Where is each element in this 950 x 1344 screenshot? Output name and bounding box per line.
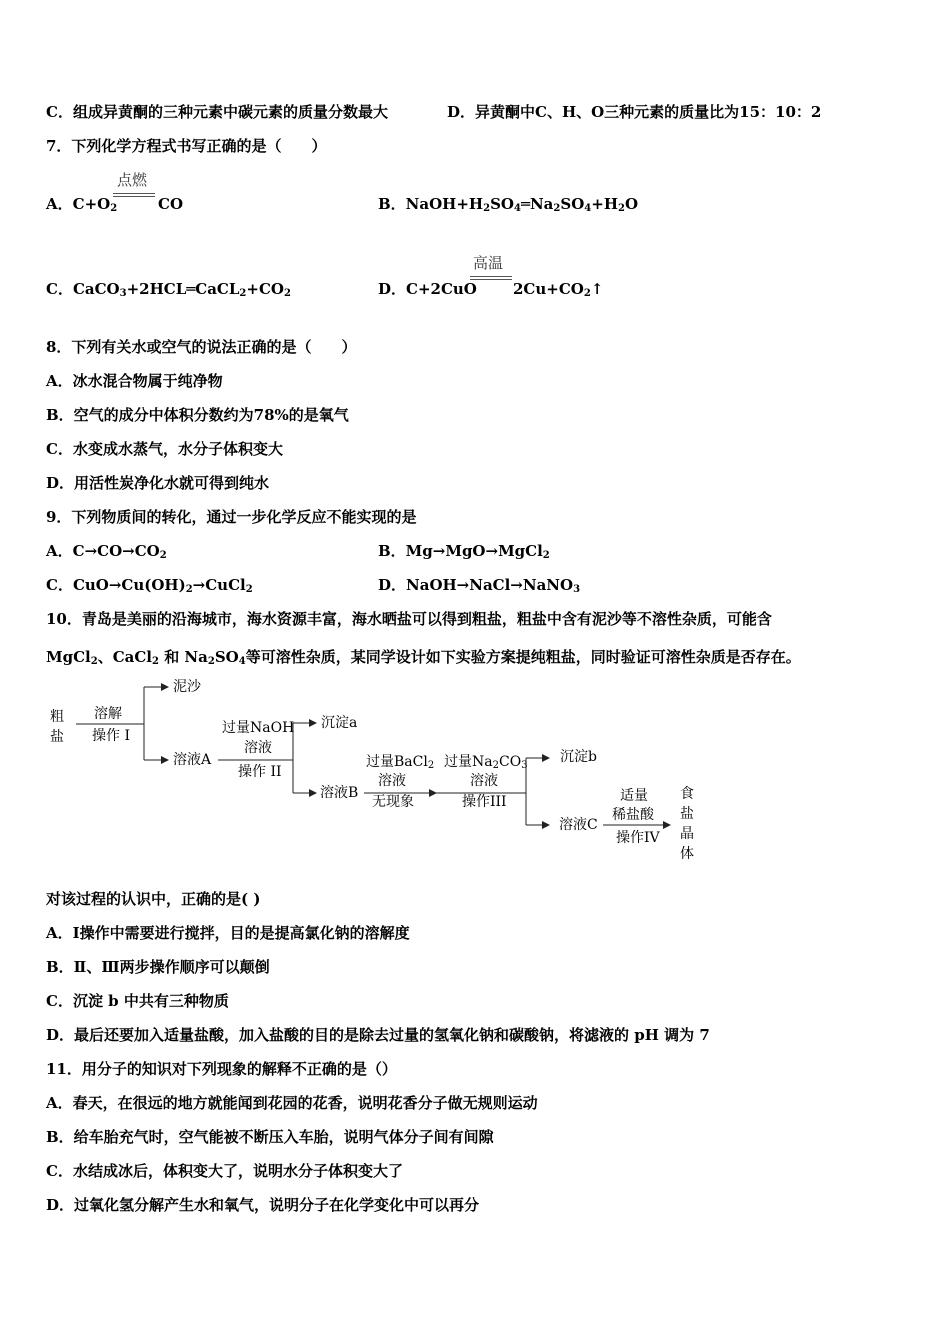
flow-na2co3-1: 过量$Na_2CO_3$ (444, 754, 528, 771)
q9-option-b: B．Mg→MgO→MgCl$_2$ (378, 542, 550, 561)
q11-option-c: C．水结成冰后，体积变大了，说明水分子体积变大了 (46, 1162, 403, 1180)
q9-option-d: D．NaOH→NaCl→NaNO$_3$ (378, 576, 581, 595)
flow-salt-2: 盐 (680, 806, 694, 822)
q6-option-c: C．组成异黄酮的三种元素中碳元素的质量分数最大 (46, 103, 388, 121)
q11-option-a: A．春天，在很远的地方就能闻到花园的花香，说明花香分子做无规则运动 (46, 1094, 538, 1112)
q7-option-d-equals-line (470, 276, 512, 277)
q7-stem: 7．下列化学方程式书写正确的是（ ） (46, 137, 327, 155)
q10-option-b: B．Ⅱ、Ⅲ两步操作顺序可以颠倒 (46, 958, 270, 976)
q10-stem-line-2: MgCl$_2$、CaCl$_2$ 和 $Na_2SO_4$等可溶性杂质，某同学设计如下实验方案提纯粗盐，同时验证可溶性杂质是否存在。 (46, 648, 801, 667)
q11-option-b: B．给车胎充气时，空气能被不断压入车胎，说明气体分子间有间隙 (46, 1128, 494, 1146)
flow-naoh-1: 过量NaOH (222, 720, 295, 736)
q7-option-b: B．$NaOH+H_2SO_4═Na_2SO_4+H_2O$ (378, 195, 639, 214)
flow-operation-2: 操作 II (238, 764, 282, 780)
q11-stem: 11．用分子的知识对下列现象的解释不正确的是（） (46, 1060, 397, 1078)
flow-sand: 泥沙 (173, 679, 201, 695)
q8-option-b: B．空气的成分中体积分数约为78%的是氧气 (46, 406, 349, 424)
flow-operation-1: 操作 I (92, 728, 130, 744)
q7-option-c: C．$CaCO_3+2HCL═CaCL_2+CO_2$ (46, 280, 291, 299)
flow-solution-c: 溶液C (559, 817, 598, 833)
q9-stem: 9．下列物质间的转化，通过一步化学反应不能实现的是 (46, 508, 417, 526)
q7-option-a: A．$C+O_2$ (46, 195, 118, 214)
flow-no-phenomenon: 无现象 (372, 794, 414, 810)
flow-hcl-1: 适量 (620, 788, 648, 804)
flow-operation-4: 操作IV (616, 830, 660, 846)
flow-salt-1: 食 (680, 786, 694, 802)
flow-na2co3-2: 溶液 (470, 773, 498, 789)
flow-naoh-2: 溶液 (244, 740, 272, 756)
flow-solution-b: 溶液B (320, 785, 359, 801)
q8-option-a: A．冰水混合物属于纯净物 (46, 372, 223, 390)
q7-option-d-condition: 高温 (473, 254, 504, 272)
q10-option-a: A．Ⅰ操作中需要进行搅拌，目的是提高氯化钠的溶解度 (46, 924, 410, 942)
q7-option-a-reactants: A．C+O (46, 195, 111, 213)
flow-solution-a: 溶液A (173, 752, 212, 768)
flow-bacl2-2: 溶液 (378, 773, 406, 789)
q7-option-a-equals-line (113, 193, 155, 194)
flow-salt-3: 晶 (680, 826, 694, 842)
q7-option-a-product: CO (158, 195, 184, 213)
q8-option-c: C．水变成水蒸气，水分子体积变大 (46, 440, 283, 458)
q11-option-d: D．过氧化氢分解产生水和氧气，说明分子在化学变化中可以再分 (46, 1196, 480, 1214)
q8-option-d: D．用活性炭净化水就可得到纯水 (46, 474, 270, 492)
flow-salt-4: 体 (680, 846, 694, 862)
q7-option-a-equals-line-2 (113, 196, 155, 197)
q6-option-d: D．异黄酮中C、H、O三种元素的质量比为15：10：2 (447, 103, 822, 121)
flow-hcl-2: 稀盐酸 (612, 807, 654, 823)
q7-option-d: D．C+2CuO (378, 280, 477, 298)
q7-option-a-condition: 点燃 (117, 171, 148, 189)
q8-stem: 8．下列有关水或空气的说法正确的是（ ） (46, 338, 357, 356)
flow-dissolve: 溶解 (94, 706, 122, 722)
q7-option-d-product: $2Cu+CO_2↑$ (513, 280, 604, 299)
flow-crude-salt-2: 盐 (50, 729, 64, 745)
q10-option-c: C．沉淀 b 中共有三种物质 (46, 992, 229, 1010)
q9-option-c: C．$CuO\to Cu(OH)_2\to CuCl_2$ (46, 576, 253, 595)
q10-option-d: D．最后还要加入适量盐酸，加入盐酸的目的是除去过量的氢氧化钠和碳酸钠，将滤液的 pH 调为 7 (46, 1026, 710, 1044)
flow-precipitate-b: 沉淀b (560, 749, 597, 765)
q7-option-d-equals-line-2 (470, 279, 512, 280)
q9-option-a: A．$C\to CO\to CO_2$ (46, 542, 167, 561)
flow-operation-3: 操作III (462, 794, 507, 810)
flow-bacl2-1: 过量BaCl$_2$ (366, 754, 435, 771)
flow-precipitate-a: 沉淀a (321, 715, 358, 731)
q10-stem-line-1: 10．青岛是美丽的沿海城市，海水资源丰富，海水晒盐可以得到粗盐，粗盐中含有泥沙等不溶性杂质，可能含 (46, 610, 772, 628)
q10-ask: 对该过程的认识中，正确的是( ) (46, 890, 261, 908)
flow-crude-salt-1: 粗 (50, 709, 64, 725)
